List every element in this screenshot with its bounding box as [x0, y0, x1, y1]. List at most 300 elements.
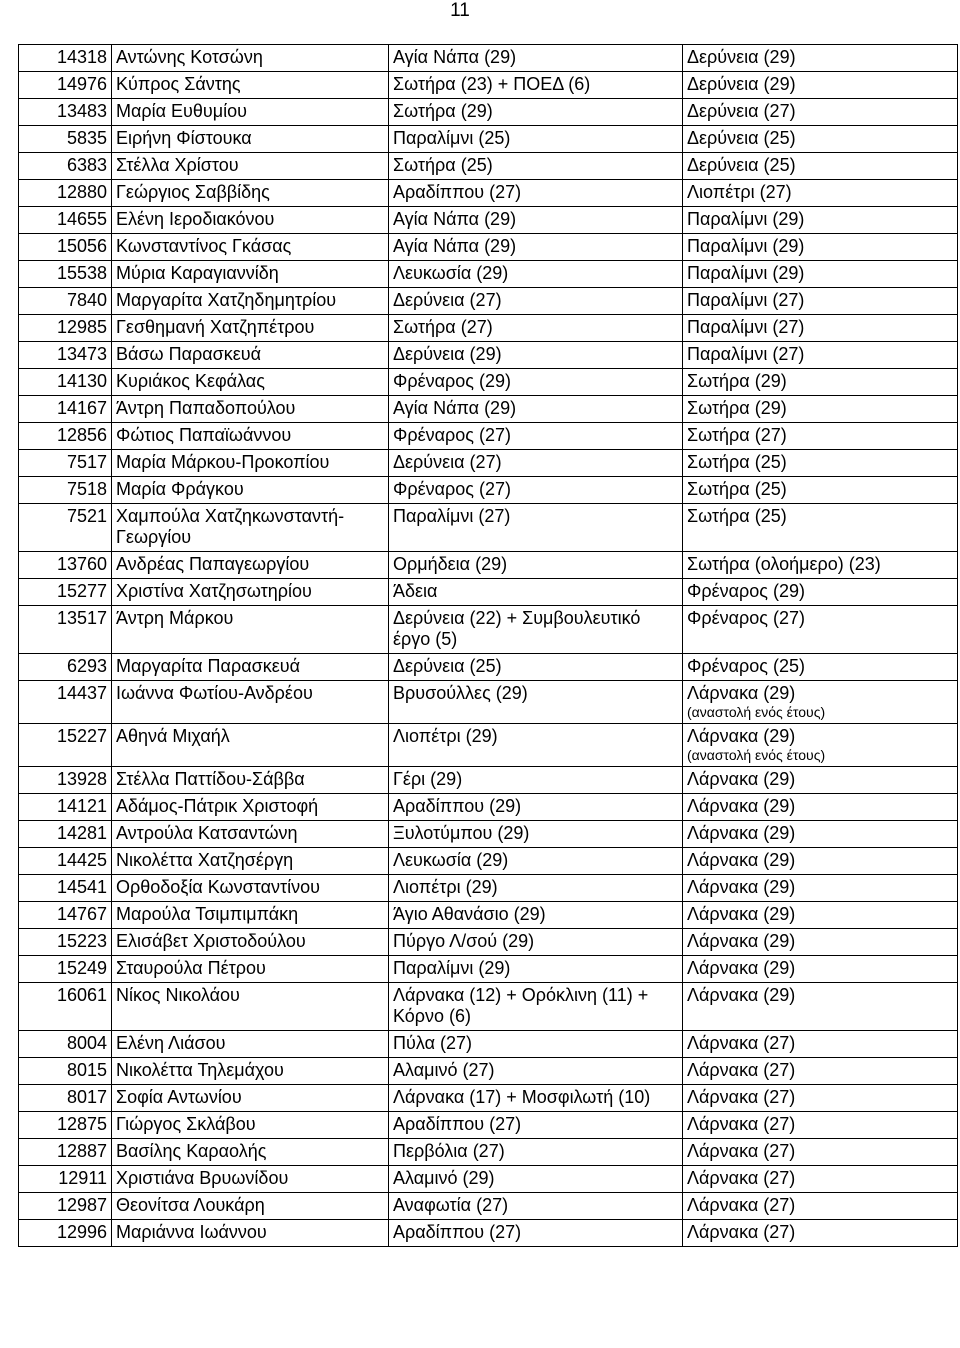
new-school: Παραλίμνι (29) [687, 209, 805, 229]
teacher-name: Νίκος Νικολάου [116, 985, 240, 1005]
teacher-id: 15249 [56, 958, 107, 978]
current-school-cell [389, 821, 683, 848]
table-row [19, 234, 958, 261]
new-school: Λάρνακα (29) [687, 796, 796, 816]
current-school: Φρέναρος (27) [393, 479, 511, 499]
new-school-cell [683, 1139, 958, 1166]
table-row [19, 153, 958, 180]
current-school: Δερύνεια (29) [393, 344, 502, 364]
new-school-cell [683, 983, 958, 1031]
page-number: 11 [450, 0, 470, 21]
new-school: Λάρνακα (29) [687, 683, 796, 703]
new-school: Σωτήρα (27) [687, 425, 787, 445]
teacher-name-cell [112, 552, 389, 579]
teacher-id: 13473 [56, 344, 107, 364]
teacher-id-cell [19, 552, 112, 579]
teacher-name-cell [112, 342, 389, 369]
table-row [19, 821, 958, 848]
teacher-name: Άντρη Παπαδοπούλου [116, 398, 296, 418]
table-row [19, 1085, 958, 1112]
teacher-name: Αντώνης Κοτσώνη [116, 47, 263, 67]
new-school: Δερύνεια (25) [687, 155, 796, 175]
teacher-id: 12911 [58, 1168, 107, 1188]
teacher-id: 13517 [56, 608, 107, 628]
teacher-id-cell [19, 767, 112, 794]
new-school-cell [683, 477, 958, 504]
teacher-name-cell [112, 654, 389, 681]
new-school: Λάρνακα (29) [687, 904, 796, 924]
current-school: Φρέναρος (27) [393, 425, 511, 445]
current-school: Λιοπέτρι (29) [393, 877, 498, 897]
current-school-cell [389, 983, 683, 1031]
current-school: Αγία Νάπα (29) [393, 209, 517, 229]
teacher-name: Μαργαρίτα Παρασκευά [116, 656, 300, 676]
new-school-cell [683, 126, 958, 153]
current-school-cell [389, 1058, 683, 1085]
new-school-cell [683, 1031, 958, 1058]
teacher-id-cell [19, 1112, 112, 1139]
current-school: Δερύνεια (27) [393, 290, 502, 310]
table-row [19, 724, 958, 767]
current-school-cell [389, 153, 683, 180]
current-school: Δερύνεια (25) [393, 656, 502, 676]
transfer-table [18, 44, 958, 1247]
new-school-cell [683, 261, 958, 288]
teacher-name-cell [112, 902, 389, 929]
table-row [19, 579, 958, 606]
teacher-name: Μαρία Φράγκου [116, 479, 244, 499]
teacher-name: Βασίλης Καραολής [116, 1141, 267, 1161]
current-school: Σωτήρα (23) + ΠΟΕΔ (6) [393, 74, 591, 94]
new-school: Λιοπέτρι (27) [687, 182, 792, 202]
teacher-id: 15227 [56, 726, 107, 746]
new-school: Λάρνακα (27) [687, 1195, 796, 1215]
teacher-name-cell [112, 1058, 389, 1085]
new-school-cell [683, 794, 958, 821]
new-school-cell [683, 1085, 958, 1112]
teacher-name: Θεονίτσα Λουκάρη [116, 1195, 265, 1215]
teacher-id-cell [19, 369, 112, 396]
teacher-name-cell [112, 99, 389, 126]
current-school-cell [389, 552, 683, 579]
current-school-cell [389, 423, 683, 450]
new-school: Σωτήρα (29) [687, 371, 787, 391]
current-school-cell [389, 1193, 683, 1220]
teacher-id-cell [19, 423, 112, 450]
current-school: Ορμήδεια (29) [393, 554, 508, 574]
current-school-cell [389, 261, 683, 288]
teacher-id-cell [19, 153, 112, 180]
teacher-id-cell [19, 1139, 112, 1166]
current-school-cell [389, 902, 683, 929]
teacher-name-cell [112, 45, 389, 72]
new-school-cell [683, 288, 958, 315]
teacher-id-cell [19, 983, 112, 1031]
teacher-id: 14121 [56, 796, 107, 816]
teacher-name-cell [112, 1220, 389, 1247]
teacher-id-cell [19, 1166, 112, 1193]
new-school-cell [683, 396, 958, 423]
teacher-name: Μαρία Ευθυμίου [116, 101, 247, 121]
teacher-id: 12887 [56, 1141, 107, 1161]
current-school-cell [389, 654, 683, 681]
new-school-cell [683, 552, 958, 579]
teacher-id-cell [19, 821, 112, 848]
teacher-id: 14655 [56, 209, 107, 229]
teacher-name-cell [112, 983, 389, 1031]
new-school: Παραλίμνι (27) [687, 290, 805, 310]
table-row [19, 767, 958, 794]
table-row [19, 1031, 958, 1058]
teacher-id: 14541 [56, 877, 107, 897]
new-school: Σωτήρα (ολοήμερο) (23) [687, 554, 881, 574]
teacher-id-cell [19, 654, 112, 681]
teacher-id: 8004 [66, 1033, 107, 1053]
new-school: Φρέναρος (29) [687, 581, 805, 601]
teacher-name: Κυριάκος Κεφάλας [116, 371, 265, 391]
teacher-name: Αθηνά Μιχαήλ [116, 726, 230, 746]
teacher-name-cell [112, 848, 389, 875]
new-school: Σωτήρα (29) [687, 398, 787, 418]
current-school: Άδεια [393, 581, 438, 601]
teacher-id-cell [19, 1085, 112, 1112]
current-school: Παραλίμνι (25) [393, 128, 511, 148]
current-school: Αραδίππου (27) [393, 1222, 522, 1242]
teacher-name: Μαρία Μάρκου-Προκοπίου [116, 452, 330, 472]
current-school-cell [389, 1031, 683, 1058]
teacher-id-cell [19, 207, 112, 234]
teacher-name: Μαργαρίτα Χατζηδημητρίου [116, 290, 337, 310]
new-school: Λάρνακα (27) [687, 1114, 796, 1134]
new-school: Λάρνακα (29) [687, 726, 796, 746]
current-school: Σωτήρα (27) [393, 317, 493, 337]
new-school-cell [683, 153, 958, 180]
table-row [19, 450, 958, 477]
teacher-name: Ορθοδοξία Κωνσταντίνου [116, 877, 320, 897]
new-school-cell [683, 606, 958, 654]
teacher-name-cell [112, 767, 389, 794]
table-row [19, 180, 958, 207]
current-school-cell [389, 724, 683, 767]
new-school: Λάρνακα (27) [687, 1168, 796, 1188]
teacher-id: 12996 [56, 1222, 107, 1242]
table-row [19, 654, 958, 681]
teacher-id: 7840 [66, 290, 107, 310]
current-school: Αραδίππου (27) [393, 1114, 522, 1134]
teacher-id-cell [19, 342, 112, 369]
new-school-cell [683, 1058, 958, 1085]
current-school-cell [389, 45, 683, 72]
teacher-id-cell [19, 1031, 112, 1058]
teacher-id: 15056 [56, 236, 107, 256]
table-row [19, 552, 958, 579]
teacher-name-cell [112, 234, 389, 261]
new-school-cell [683, 902, 958, 929]
table-row [19, 315, 958, 342]
table-row [19, 929, 958, 956]
table-row [19, 477, 958, 504]
teacher-name-cell [112, 288, 389, 315]
table-row [19, 1112, 958, 1139]
new-school-cell [683, 45, 958, 72]
current-school: Ξυλοτύμπου (29) [393, 823, 530, 843]
new-school: Λάρνακα (29) [687, 958, 796, 978]
teacher-name-cell [112, 180, 389, 207]
new-school: Λάρνακα (29) [687, 931, 796, 951]
table-row [19, 1220, 958, 1247]
teacher-id: 13760 [56, 554, 107, 574]
teacher-name: Αντρούλα Κατσαντώνη [116, 823, 298, 843]
table-row [19, 875, 958, 902]
teacher-id-cell [19, 1193, 112, 1220]
teacher-id-cell [19, 180, 112, 207]
teacher-id-cell [19, 504, 112, 552]
new-school: Λάρνακα (29) [687, 850, 796, 870]
current-school-cell [389, 99, 683, 126]
teacher-id: 14167 [56, 398, 107, 418]
teacher-name: Γεώργιος Σαββίδης [116, 182, 270, 202]
current-school: Λιοπέτρι (29) [393, 726, 498, 746]
new-school-cell [683, 724, 958, 767]
teacher-id: 7518 [66, 479, 107, 499]
teacher-name: Αδάμος-Πάτρικ Χριστοφή [116, 796, 319, 816]
teacher-name-cell [112, 1139, 389, 1166]
teacher-name: Σταυρούλα Πέτρου [116, 958, 266, 978]
new-school: Λάρνακα (27) [687, 1141, 796, 1161]
teacher-name: Άντρη Μάρκου [116, 608, 234, 628]
teacher-name-cell [112, 929, 389, 956]
new-school: Λάρνακα (29) [687, 823, 796, 843]
teacher-id: 12985 [56, 317, 107, 337]
new-school: Λάρνακα (29) [687, 877, 796, 897]
new-school-cell [683, 1193, 958, 1220]
new-school-cell [683, 821, 958, 848]
new-school: Παραλίμνι (27) [687, 317, 805, 337]
current-school: Αραδίππου (29) [393, 796, 522, 816]
table-row [19, 681, 958, 724]
table-row [19, 45, 958, 72]
teacher-name: Βάσω Παρασκευά [116, 344, 262, 364]
new-school-cell [683, 875, 958, 902]
new-school-cell [683, 1112, 958, 1139]
current-school: Αλαμινό (27) [393, 1060, 495, 1080]
suspension-note: (αναστολή ενός έτους) [687, 704, 826, 720]
new-school: Δερύνεια (25) [687, 128, 796, 148]
teacher-name: Μύρια Καραγιαννίδη [116, 263, 279, 283]
new-school-cell [683, 369, 958, 396]
current-school-cell [389, 504, 683, 552]
current-school-cell [389, 848, 683, 875]
teacher-id: 14767 [56, 904, 107, 924]
new-school-cell [683, 99, 958, 126]
current-school: Σωτήρα (25) [393, 155, 493, 175]
current-school: Αγία Νάπα (29) [393, 398, 517, 418]
new-school: Φρέναρος (27) [687, 608, 805, 628]
new-school: Σωτήρα (25) [687, 452, 787, 472]
teacher-name-cell [112, 261, 389, 288]
new-school: Σωτήρα (25) [687, 479, 787, 499]
current-school-cell [389, 396, 683, 423]
teacher-id-cell [19, 477, 112, 504]
teacher-id-cell [19, 902, 112, 929]
new-school-cell [683, 207, 958, 234]
teacher-name: Ελισάβετ Χριστοδούλου [116, 931, 306, 951]
current-school-cell [389, 369, 683, 396]
current-school-cell [389, 767, 683, 794]
teacher-name: Ανδρέας Παπαγεωργίου [116, 554, 310, 574]
teacher-id: 12987 [56, 1195, 107, 1215]
current-school-cell [389, 1166, 683, 1193]
teacher-id-cell [19, 45, 112, 72]
teacher-name-cell [112, 606, 389, 654]
teacher-name: Ελένη Λιάσου [116, 1033, 226, 1053]
current-school: Δερύνεια (27) [393, 452, 502, 472]
new-school-cell [683, 848, 958, 875]
table-row [19, 126, 958, 153]
new-school-cell [683, 72, 958, 99]
table-row [19, 848, 958, 875]
new-school: Λάρνακα (27) [687, 1222, 796, 1242]
new-school: Λάρνακα (27) [687, 1087, 796, 1107]
teacher-id-cell [19, 1220, 112, 1247]
teacher-name-cell [112, 956, 389, 983]
teacher-name: Ειρήνη Φίστουκα [116, 128, 252, 148]
teacher-id: 6383 [66, 155, 107, 175]
teacher-name-cell [112, 126, 389, 153]
current-school: Λευκωσία (29) [393, 850, 509, 870]
new-school: Δερύνεια (29) [687, 74, 796, 94]
teacher-name-cell [112, 681, 389, 724]
table-row [19, 606, 958, 654]
teacher-name-cell [112, 821, 389, 848]
current-school-cell [389, 234, 683, 261]
teacher-name-cell [112, 72, 389, 99]
teacher-id: 14437 [56, 683, 107, 703]
teacher-name-cell [112, 504, 389, 552]
current-school-cell [389, 72, 683, 99]
teacher-name-cell [112, 875, 389, 902]
teacher-id: 15223 [56, 931, 107, 951]
teacher-id: 14425 [56, 850, 107, 870]
current-school: Άγιο Αθανάσιο (29) [393, 904, 546, 924]
teacher-id-cell [19, 72, 112, 99]
current-school-cell [389, 126, 683, 153]
teacher-name-cell [112, 450, 389, 477]
teacher-id: 8015 [66, 1060, 107, 1080]
current-school-cell [389, 794, 683, 821]
new-school-cell [683, 423, 958, 450]
teacher-name-cell [112, 477, 389, 504]
teacher-id: 14281 [56, 823, 107, 843]
new-school-cell [683, 315, 958, 342]
teacher-name-cell [112, 794, 389, 821]
transfer-table-body [19, 45, 958, 1247]
teacher-name-cell [112, 1085, 389, 1112]
new-school: Λάρνακα (27) [687, 1033, 796, 1053]
teacher-name: Μαρούλα Τσιμπιμπάκη [116, 904, 299, 924]
new-school-cell [683, 1166, 958, 1193]
new-school: Δερύνεια (27) [687, 101, 796, 121]
teacher-id-cell [19, 1058, 112, 1085]
table-row [19, 983, 958, 1031]
teacher-name-cell [112, 207, 389, 234]
current-school-cell [389, 681, 683, 724]
teacher-id: 6293 [66, 656, 107, 676]
table-row [19, 423, 958, 450]
current-school: Πύλα (27) [393, 1033, 472, 1053]
teacher-id-cell [19, 848, 112, 875]
teacher-name: Στέλλα Παττίδου-Σάββα [116, 769, 305, 789]
current-school: Πύργο Λ/σού (29) [393, 931, 535, 951]
teacher-id-cell [19, 315, 112, 342]
current-school: Αλαμινό (29) [393, 1168, 495, 1188]
teacher-name: Γεσθημανή Χατζηπέτρου [116, 317, 315, 337]
teacher-name: Χριστιάνα Βρυωνίδου [116, 1168, 289, 1188]
current-school-cell [389, 875, 683, 902]
current-school: Γέρι (29) [393, 769, 463, 789]
teacher-name-cell [112, 579, 389, 606]
teacher-name-cell [112, 724, 389, 767]
current-school: Βρυσούλλες (29) [393, 683, 528, 703]
table-row [19, 207, 958, 234]
current-school-cell [389, 1220, 683, 1247]
current-school-cell [389, 929, 683, 956]
teacher-id: 16061 [56, 985, 107, 1005]
table-row [19, 99, 958, 126]
teacher-id-cell [19, 126, 112, 153]
new-school-cell [683, 342, 958, 369]
teacher-id-cell [19, 288, 112, 315]
new-school: Δερύνεια (29) [687, 47, 796, 67]
table-row [19, 956, 958, 983]
suspension-note: (αναστολή ενός έτους) [687, 747, 826, 763]
teacher-id-cell [19, 929, 112, 956]
teacher-name-cell [112, 153, 389, 180]
table-row [19, 794, 958, 821]
current-school: Αγία Νάπα (29) [393, 47, 517, 67]
current-school: Αραδίππου (27) [393, 182, 522, 202]
new-school: Λάρνακα (27) [687, 1060, 796, 1080]
teacher-id-cell [19, 579, 112, 606]
teacher-name: Μαριάννα Ιωάννου [116, 1222, 267, 1242]
teacher-id-cell [19, 794, 112, 821]
current-school-cell [389, 1112, 683, 1139]
teacher-name: Νικολέττα Τηλεμάχου [116, 1060, 284, 1080]
teacher-id: 12880 [56, 182, 107, 202]
teacher-id: 12856 [56, 425, 107, 445]
teacher-name-cell [112, 423, 389, 450]
teacher-name-cell [112, 1193, 389, 1220]
table-row [19, 72, 958, 99]
table-row [19, 1193, 958, 1220]
new-school-cell [683, 504, 958, 552]
new-school-cell [683, 234, 958, 261]
current-school: Σωτήρα (29) [393, 101, 493, 121]
current-school-cell [389, 477, 683, 504]
new-school: Λάρνακα (29) [687, 769, 796, 789]
new-school-cell [683, 579, 958, 606]
new-school-cell [683, 654, 958, 681]
teacher-id: 14130 [56, 371, 107, 391]
current-school-cell [389, 180, 683, 207]
teacher-name: Φώτιος Παπαϊωάννου [116, 425, 292, 445]
new-school-cell [683, 180, 958, 207]
teacher-id: 8017 [66, 1087, 107, 1107]
teacher-name-cell [112, 1166, 389, 1193]
teacher-id: 14318 [56, 47, 107, 67]
teacher-name: Χριστίνα Χατζησωτηρίου [116, 581, 312, 601]
new-school-cell [683, 929, 958, 956]
